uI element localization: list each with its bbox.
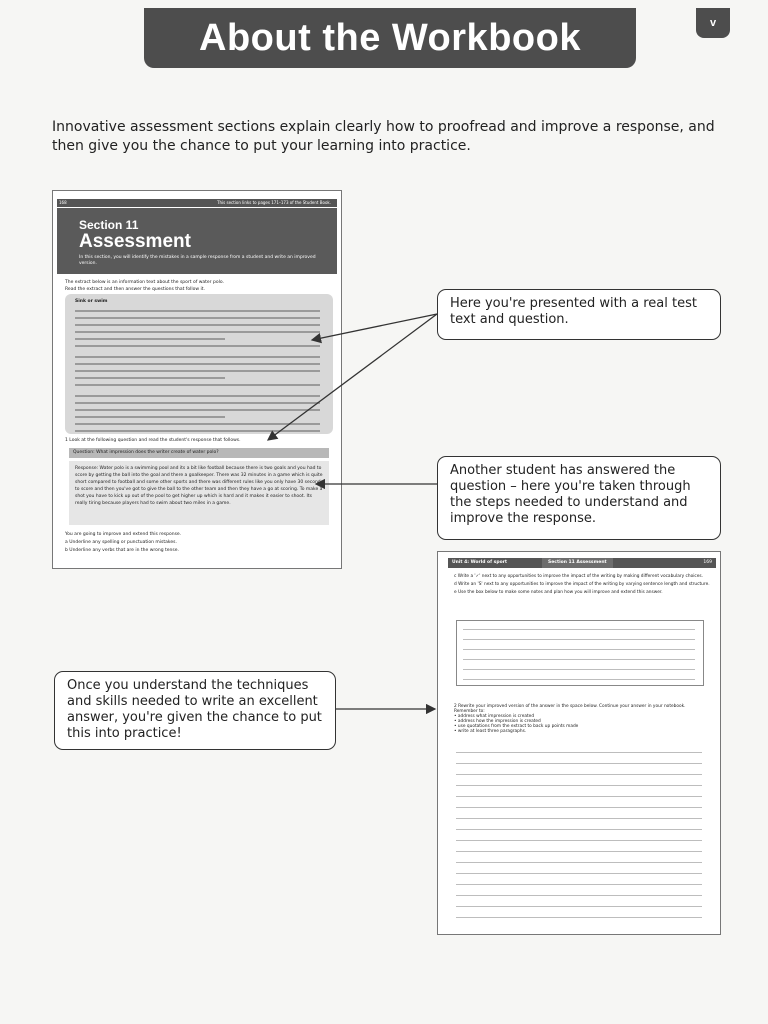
task-d: d Write an 'S' next to any opportunities to improve the impact of the writing by varying sentence length and structure. [454,582,710,587]
task-e: e Use the box below to make some notes and plan how you will improve and extend this answer. [454,590,663,595]
unit-label: Unit 4: World of sport [452,560,508,565]
intro-paragraph: Innovative assessment sections explain clearly how to proofread and improve a response, and then give you the chance to put your learning into practice. [52,119,715,154]
student-response: Response: Water polo is a swimming pool and its a bit like football because there is two goals and you had to score by getting the ball into the goal and there a goalkeeper. There was 32 minutes in a game which is quite short compared to football and some other sports and there was different rules like you only have 30 seconds to score and then you've got to give the ball to the other team and then they have a go at scoring. To make a shot you have to kick up out of the pool to get higher up which is hard and it makes it easier to shoot. Its really tiring because players had to swim about two miles in a game. [75,466,324,506]
question-bar: Question: What impression does the writer create of water polo? [69,448,329,458]
rewrite-bullet: • use quotations from the extract to back up points made [454,724,579,729]
callout-test-text: Here you're presented with a real test text and question. [437,289,721,340]
task-c: c Write a '✓' next to any opportunities to improve the impact of the writing by making different vocabulary choices. [454,574,704,579]
callout-student-answer: Another student has answered the question – here you're taken through the steps needed to understand and improve the response. [437,456,721,540]
extract-title: Sink or swim [75,299,108,304]
student-book-reference: This section links to pages 171–173 of the Student Book. [217,200,331,205]
arrow-to-question [268,314,437,440]
task-b: b Underline any verbs that are in the wrong tense. [65,548,179,553]
section-title: Assessment [79,231,191,252]
callout-practice: Once you understand the techniques and skills needed to write an excellent answer, you're given the chance to put this into practice! [54,671,336,750]
thumb-page-number: 168 [59,200,67,205]
tasks-intro: You are going to improve and extend this response. [65,532,182,537]
section-label: Section 11 Assessment [542,558,613,568]
rewrite-bullet: • address what impression is created [454,714,535,719]
question-intro: 1 Look at the following question and read the student's response that follows. [65,438,241,443]
instruction-line-1: The extract below is an information text about the sport of water polo. [65,280,224,285]
rewrite-intro: 2 Rewrite your improved version of the answer in the space below. Continue your answer in your notebook. Remember to: [454,704,686,714]
page-number-tab: v [696,8,730,38]
page-title: About the Workbook [144,8,636,68]
arrow-to-extract [312,314,437,340]
section-label: Section 11 [79,218,139,232]
rewrite-bullet: • address how the impression is created [454,719,541,724]
task-a: a Underline any spelling or punctuation mistakes. [65,540,177,545]
instruction-line-2: Read the extract and then answer the questions that follow it. [65,287,205,292]
thumb-page-number: 169 [703,560,712,565]
section-description: In this section, you will identify the mistakes in a sample response from a student and write an improved version. [79,255,316,266]
rewrite-bullet: • write at least three paragraphs. [454,729,527,734]
